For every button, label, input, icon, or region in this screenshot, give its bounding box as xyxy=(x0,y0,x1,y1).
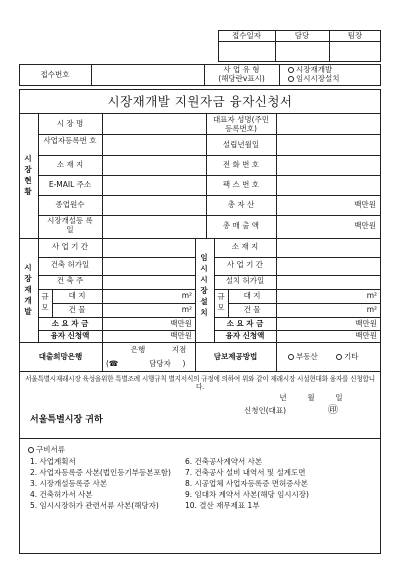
business-type-label: 사 업 유 형 xyxy=(223,65,260,74)
address-label: 소 재 지 xyxy=(56,160,84,169)
checkbox-icon xyxy=(28,447,34,453)
received-date-label: 접수일자 xyxy=(232,31,261,40)
option-redevelopment[interactable]: 시장재개발 xyxy=(288,66,332,75)
total-assets-label: 총 자 산 xyxy=(227,200,255,209)
temp-project-period-label: 사 업 기 간 xyxy=(226,260,264,269)
fax-label: 팩 스 번 호 xyxy=(222,180,260,189)
attachments-header: 구비서류 xyxy=(28,446,65,455)
addressee: 서울특별시장 귀하 xyxy=(30,415,103,425)
form-title: 시장재개발 지원자금 융자신청서 xyxy=(107,94,293,109)
collateral-label: 담보제공방법 xyxy=(213,352,258,361)
temp-funds-unit: 백만원 xyxy=(355,319,377,328)
team-lead-label: 팀장 xyxy=(347,31,363,40)
building-permit-label: 건축 허가일 xyxy=(50,260,90,269)
checkbox-icon xyxy=(288,67,294,73)
representative-label: 대표자 성명(주민등록번호) xyxy=(212,115,270,133)
redev-applied-amount-label: 융자 신청액 xyxy=(50,331,90,340)
market-open-date-label: 시장개설등 록 일 xyxy=(47,216,93,234)
temp-applied-unit: 백만원 xyxy=(355,331,377,340)
redev-funds-unit: 백만원 xyxy=(170,319,192,328)
attachment-item: 7. 건축공사 설비 내역서 및 설계도면 xyxy=(185,468,306,477)
redev-required-funds-label: 소 요 자 금 xyxy=(51,319,89,328)
redev-land-label: 대 지 xyxy=(68,291,86,300)
total-assets-unit: 백만원 xyxy=(354,200,376,209)
temp-land-unit: m² xyxy=(366,291,377,300)
representative-field[interactable] xyxy=(277,114,380,134)
collateral-option-other[interactable]: 기타 xyxy=(336,353,359,362)
branch-word: 지점 xyxy=(171,345,187,354)
manager-prefix: (☎ xyxy=(106,359,119,368)
attachment-item: 5. 임시시장허가 관련서류 사본(해당자) xyxy=(30,501,159,510)
loan-bank-label: 대출희망은행 xyxy=(38,352,83,361)
redevelopment-section-label: 시장재개발 xyxy=(24,263,32,316)
temp-required-funds-label: 소 요 자 금 xyxy=(226,319,264,328)
receipt-number-label: 접수번호 xyxy=(40,70,70,79)
redev-scale-label: 규모 xyxy=(41,292,49,312)
founded-date-label: 설립년월일 xyxy=(222,140,260,149)
temp-address-label: 소 재 지 xyxy=(231,242,259,251)
collateral-option-realestate[interactable]: 부동산 xyxy=(288,353,318,362)
business-type-note: (해당란v표시) xyxy=(218,74,265,83)
total-sales-unit: 백만원 xyxy=(354,221,376,230)
bank-word: 은행 xyxy=(130,345,146,354)
attachment-item: 4. 건축허가서 사본 xyxy=(30,490,93,499)
temporary-section-label: 임시시장설치 xyxy=(200,253,208,317)
temp-install-permit-label: 설치 허가일 xyxy=(225,276,265,285)
market-name-label: 시 장 명 xyxy=(56,119,84,128)
builder-label: 건 축 주 xyxy=(56,276,84,285)
declaration-text: 서울특별시재래시장 육성을위한 특별조례 시행규칙 별지서식의 규정에 의하여 위와 같이 재래시장 시설현대화 융자를 신청합니다. xyxy=(25,375,375,391)
temp-scale-label: 규모 xyxy=(217,292,225,312)
project-period-label: 사 업 기 간 xyxy=(51,242,89,251)
attachment-item: 6. 건축공사계약서 사본 xyxy=(185,457,263,466)
business-reg-label: 사업자등록번 호 xyxy=(43,136,97,145)
status-section-label: 시장현황 xyxy=(24,154,32,196)
phone-label: 전 화 번 호 xyxy=(222,160,260,169)
attachment-item: 10. 결산 재무제표 1부 xyxy=(185,501,260,510)
market-name-field[interactable] xyxy=(103,114,205,134)
attachment-item: 8. 시공업체 사업자등록증 면허증사본 xyxy=(185,479,308,488)
redev-building-unit: m² xyxy=(181,305,192,314)
redev-building-label: 건 물 xyxy=(68,305,86,314)
redev-land-unit: m² xyxy=(181,291,192,300)
attachment-item: 1. 사업계획서 xyxy=(30,457,76,466)
checkbox-icon xyxy=(288,76,294,82)
attachment-item: 9. 임대차 계약서 사본(해당 임시시장) xyxy=(185,490,309,499)
email-label: E-MAIL 주소 xyxy=(48,180,92,189)
handler-label: 담당 xyxy=(294,31,310,40)
attachment-item: 3. 시장개설등록증 사본 xyxy=(30,479,108,488)
checkbox-icon xyxy=(288,354,294,360)
employees-label: 종업원수 xyxy=(55,200,85,209)
total-sales-label: 총 매 출 액 xyxy=(222,221,260,230)
temp-land-label: 대 지 xyxy=(243,291,261,300)
manager-suffix: ) xyxy=(182,359,186,368)
applicant-label: 신청인(대표) xyxy=(243,406,287,415)
temp-building-unit: m² xyxy=(366,305,377,314)
temp-applied-amount-label: 융자 신청액 xyxy=(225,331,265,340)
checkbox-icon xyxy=(336,354,342,360)
manager-word: 담당자 xyxy=(149,359,171,368)
option-temporary-market[interactable]: 임시시장설치 xyxy=(288,75,339,84)
temp-building-label: 건 물 xyxy=(243,305,261,314)
attachment-item: 2. 사업자등록증 사본(법인등기부등본포함) xyxy=(30,468,171,477)
redev-applied-unit: 백만원 xyxy=(170,331,192,340)
seal-mark: ㊞ xyxy=(328,405,338,416)
